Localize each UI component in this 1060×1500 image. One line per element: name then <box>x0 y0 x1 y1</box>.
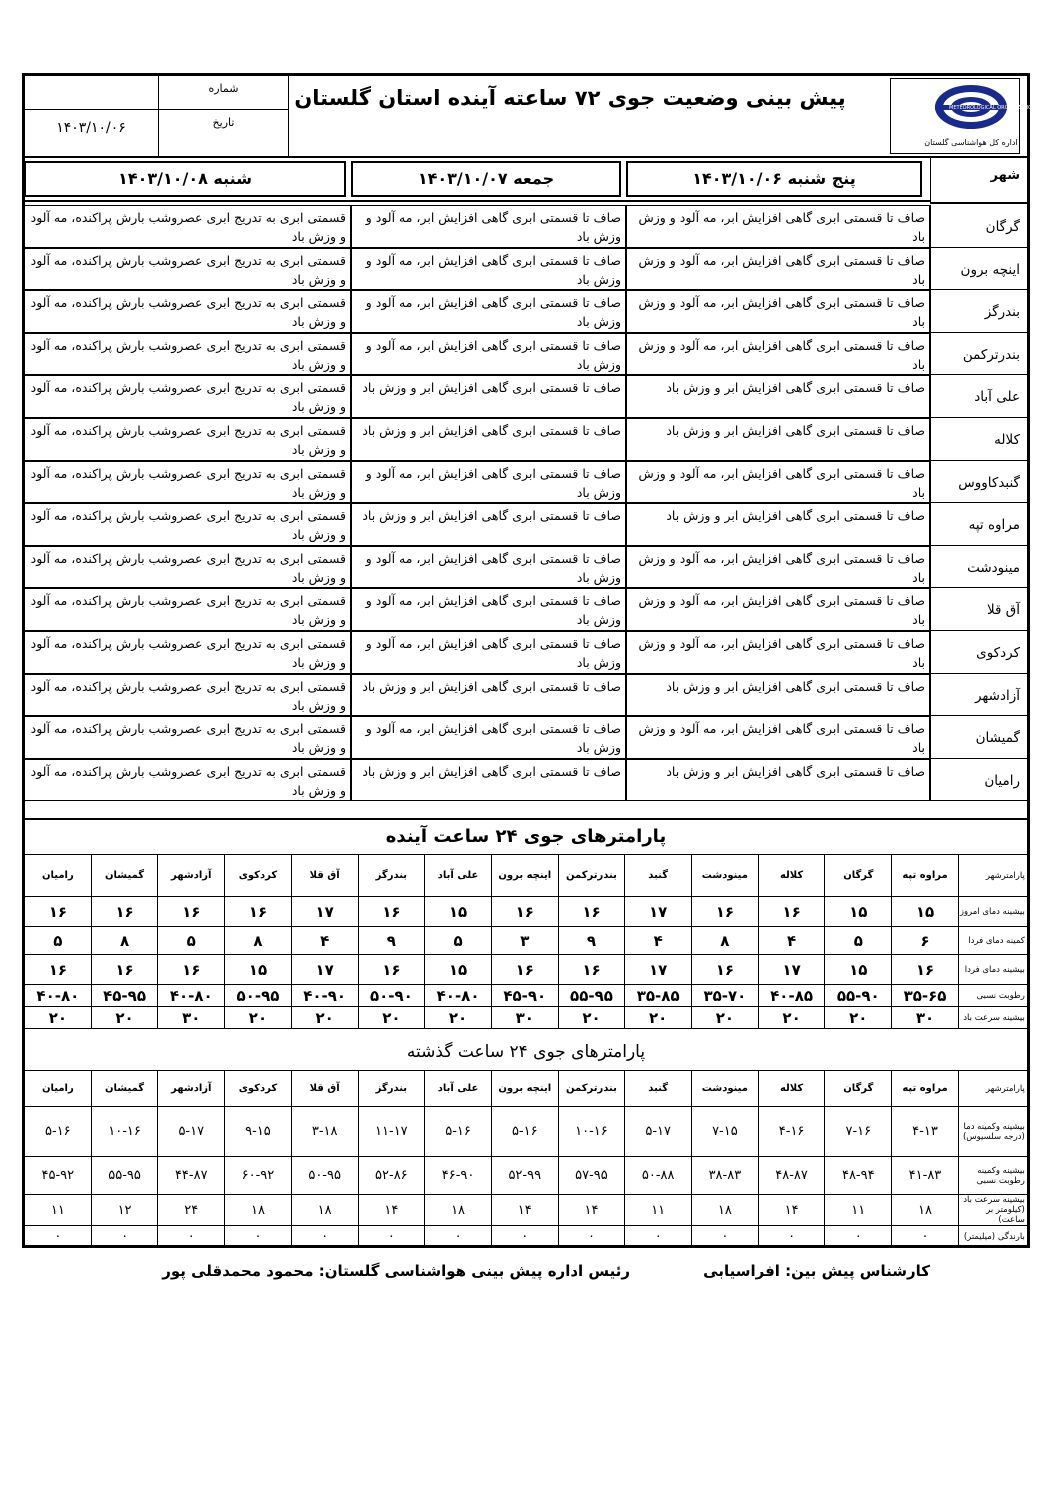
number-label: شماره <box>208 82 239 95</box>
parameter-value: ۱۶ <box>758 897 825 927</box>
parameter-value: ۴۵-۹۵ <box>91 985 158 1007</box>
forecast-cell: صاف تا قسمتی ابری گاهی افزایش ابر، مه آلود و وزش باد <box>626 546 930 589</box>
forecast-top-rule <box>24 200 930 202</box>
parameter-value: ۰ <box>425 1226 492 1248</box>
parameter-value: ۱۴ <box>558 1195 625 1226</box>
city-name: علی آباد <box>930 375 1028 418</box>
parameter-value: ۱۱-۱۷ <box>358 1107 425 1157</box>
parameter-value: ۴ <box>291 927 358 955</box>
parameter-value: ۱۱ <box>25 1195 92 1226</box>
parameter-value: ۱۴ <box>491 1195 558 1226</box>
parameter-value: ۲۰ <box>358 1007 425 1029</box>
header-divider <box>288 76 289 156</box>
parameter-value: ۴۸-۹۴ <box>825 1157 892 1195</box>
parameter-value: ۱۵ <box>425 955 492 985</box>
city-column-header: آق قلا <box>291 1071 358 1107</box>
forecast-cell: صاف تا قسمتی ابری گاهی افزایش ابر، مه آلود و وزش باد <box>626 205 930 248</box>
parameter-value: ۵۰-۹۵ <box>225 985 292 1007</box>
forecast-cell: صاف تا قسمتی ابری گاهی افزایش ابر و وزش باد <box>351 759 626 802</box>
parameter-value: ۵۵-۹۵ <box>91 1157 158 1195</box>
parameter-value: ۱۸ <box>225 1195 292 1226</box>
parameter-value: ۰ <box>91 1226 158 1248</box>
forecast-cell: صاف تا قسمتی ابری گاهی افزایش ابر و وزش باد <box>626 418 930 461</box>
parameter-value: ۱۶ <box>358 897 425 927</box>
forecast-cell: صاف تا قسمتی ابری گاهی افزایش ابر، مه آلود و وزش باد <box>351 631 626 674</box>
parameter-value: ۱۱ <box>825 1195 892 1226</box>
parameter-value: ۰ <box>491 1226 558 1248</box>
date-label-box <box>158 110 288 156</box>
parameter-value: ۴۰-۸۵ <box>758 985 825 1007</box>
forecast-cell: قسمتی ابری به تدریج ابری عصروشب بارش پراکنده، مه آلود و وزش باد <box>24 461 351 504</box>
parameter-value: ۴۰-۸۰ <box>158 985 225 1007</box>
forecast-cell: قسمتی ابری به تدریج ابری عصروشب بارش پراکنده، مه آلود و وزش باد <box>24 290 351 333</box>
forecast-cell: صاف تا قسمتی ابری گاهی افزایش ابر، مه آلود و وزش باد <box>626 333 930 376</box>
city-name: بندرگز <box>930 290 1028 333</box>
parameter-value: ۱۶ <box>491 897 558 927</box>
forecast-cell: صاف تا قسمتی ابری گاهی افزایش ابر و وزش باد <box>626 503 930 546</box>
forecast-cell: قسمتی ابری به تدریج ابری عصروشب بارش پراکنده، مه آلود و وزش باد <box>24 375 351 418</box>
parameter-value: ۱۰-۱۶ <box>558 1107 625 1157</box>
parameter-value: ۱۱ <box>625 1195 692 1226</box>
parameter-value: ۵۰-۹۰ <box>358 985 425 1007</box>
forecast-cell: قسمتی ابری به تدریج ابری عصروشب بارش پراکنده، مه آلود و وزش باد <box>24 674 351 717</box>
parameter-value: ۵۵-۹۵ <box>558 985 625 1007</box>
parameter-value: ۲۴ <box>158 1195 225 1226</box>
parameter-value: ۱۸ <box>425 1195 492 1226</box>
parameter-value: ۱۶ <box>25 955 92 985</box>
city-column-header: رامیان <box>25 1071 92 1107</box>
parameter-value: ۱۷ <box>625 955 692 985</box>
parameter-value: ۳۵-۸۵ <box>625 985 692 1007</box>
forecast-cell: صاف تا قسمتی ابری گاهی افزایش ابر، مه آلود و وزش باد <box>626 248 930 291</box>
forecast-cell: صاف تا قسمتی ابری گاهی افزایش ابر و وزش باد <box>626 759 930 802</box>
parameter-value: ۲۰ <box>825 1007 892 1029</box>
parameter-value: ۱۶ <box>892 955 959 985</box>
parameter-label: بیشینه دمای امروز <box>958 897 1028 927</box>
number-label-box <box>158 76 288 110</box>
parameter-value: ۱۶ <box>158 897 225 927</box>
forecast-cell: صاف تا قسمتی ابری گاهی افزایش ابر، مه آلود و وزش باد <box>351 333 626 376</box>
forecast-cell: صاف تا قسمتی ابری گاهی افزایش ابر، مه آلود و وزش باد <box>351 546 626 589</box>
parameter-value: ۲۰ <box>25 1007 92 1029</box>
city-column-header: گنبد <box>625 855 692 897</box>
city-column-header: آزادشهر <box>158 855 225 897</box>
parameter-value: ۱۰-۱۶ <box>91 1107 158 1157</box>
parameter-value: ۲۰ <box>225 1007 292 1029</box>
past24-title: پارامترهای جوی ۲۴ ساعت گذشته <box>406 1042 646 1062</box>
parameter-value: ۴۴-۸۷ <box>158 1157 225 1195</box>
forecast-cell: صاف تا قسمتی ابری گاهی افزایش ابر و وزش باد <box>626 375 930 418</box>
city-column-header: کلاله <box>758 1071 825 1107</box>
parameter-value: ۵ <box>425 927 492 955</box>
city-column-header: مراوه تپه <box>892 1071 959 1107</box>
city-column-header: بندرترکمن <box>558 1071 625 1107</box>
forecast-cell: قسمتی ابری به تدریج ابری عصروشب بارش پراکنده، مه آلود و وزش باد <box>24 333 351 376</box>
next24-table <box>24 854 1029 1029</box>
parameter-value: ۱۶ <box>491 955 558 985</box>
city-name: مینودشت <box>930 546 1028 589</box>
city-header-box <box>930 158 1028 204</box>
city-column-header: گمیشان <box>91 855 158 897</box>
city-column-header: کردکوی <box>225 855 292 897</box>
parameter-value: ۵-۱۷ <box>158 1107 225 1157</box>
city-column-header: گرگان <box>825 1071 892 1107</box>
forecast-cell: صاف تا قسمتی ابری گاهی افزایش ابر، مه آلود و وزش باد <box>626 588 930 631</box>
parameter-value: ۸ <box>91 927 158 955</box>
forecast-cell: قسمتی ابری به تدریج ابری عصروشب بارش پراکنده، مه آلود و وزش باد <box>24 716 351 759</box>
parameter-value: ۴۸-۸۷ <box>758 1157 825 1195</box>
city-column-header: کلاله <box>758 855 825 897</box>
city-column-header: بندرترکمن <box>558 855 625 897</box>
city-name: آق قلا <box>930 588 1028 631</box>
parameter-value: ۱۸ <box>892 1195 959 1226</box>
city-header: شهر <box>990 168 1020 183</box>
forecast-cell: قسمتی ابری به تدریج ابری عصروشب بارش پراکنده، مه آلود و وزش باد <box>24 503 351 546</box>
city-column-header: علی آباد <box>425 855 492 897</box>
page-title: پیش بینی وضعیت جوی ۷۲ ساعته آینده استان گلستان <box>294 86 846 110</box>
parameter-value: ۱۶ <box>692 955 759 985</box>
forecast-cell: قسمتی ابری به تدریج ابری عصروشب بارش پراکنده، مه آلود و وزش باد <box>24 759 351 802</box>
parameter-label: بیشینه وکمینه دما (درجه سلسیوس) <box>958 1107 1028 1157</box>
date-label: تاریخ <box>212 116 235 129</box>
parameter-value: ۵-۱۷ <box>625 1107 692 1157</box>
parameter-value: ۵-۱۶ <box>25 1107 92 1157</box>
parameter-value: ۱۶ <box>358 955 425 985</box>
parameter-value: ۲۰ <box>425 1007 492 1029</box>
parameter-value: ۵-۱۶ <box>425 1107 492 1157</box>
parameter-value: ۷-۱۵ <box>692 1107 759 1157</box>
parameter-value: ۱۴ <box>358 1195 425 1226</box>
parameter-value: ۹-۱۵ <box>225 1107 292 1157</box>
date-value: ۱۴۰۳/۱۰/۰۶ <box>56 120 126 136</box>
forecast-cell: قسمتی ابری به تدریج ابری عصروشب بارش پراکنده، مه آلود و وزش باد <box>24 248 351 291</box>
city-column-header: مراوه تپه <box>892 855 959 897</box>
parameter-value: ۴۵-۹۰ <box>491 985 558 1007</box>
forecast-cell: قسمتی ابری به تدریج ابری عصروشب بارش پراکنده، مه آلود و وزش باد <box>24 588 351 631</box>
parameter-value: ۵۷-۹۵ <box>558 1157 625 1195</box>
header-separator <box>24 156 1028 158</box>
corner-header: پارامترشهر <box>958 855 1028 897</box>
forecast-cell: صاف تا قسمتی ابری گاهی افزایش ابر و وزش باد <box>351 418 626 461</box>
parameter-value: ۵۲-۹۹ <box>491 1157 558 1195</box>
forecast-cell: صاف تا قسمتی ابری گاهی افزایش ابر، مه آلود و وزش باد <box>351 588 626 631</box>
parameter-value: ۸ <box>692 927 759 955</box>
next24-rule <box>24 818 1028 820</box>
forecast-cell: صاف تا قسمتی ابری گاهی افزایش ابر، مه آلود و وزش باد <box>351 205 626 248</box>
forecast-cell: صاف تا قسمتی ابری گاهی افزایش ابر، مه آلود و وزش باد <box>626 631 930 674</box>
parameter-value: ۰ <box>692 1226 759 1248</box>
forecast-cell: صاف تا قسمتی ابری گاهی افزایش ابر، مه آلود و وزش باد <box>626 716 930 759</box>
forecast-cell: قسمتی ابری به تدریج ابری عصروشب بارش پراکنده، مه آلود و وزش باد <box>24 205 351 248</box>
parameter-value: ۵۰-۹۵ <box>291 1157 358 1195</box>
city-column-header: رامیان <box>25 855 92 897</box>
day-header-3: شنبه ۱۴۰۳/۱۰/۰۸ <box>24 161 346 197</box>
parameter-value: ۴-۱۳ <box>892 1107 959 1157</box>
city-column-header: بندرگز <box>358 855 425 897</box>
parameter-value: ۱۸ <box>692 1195 759 1226</box>
parameter-value: ۰ <box>291 1226 358 1248</box>
city-name: مراوه تپه <box>930 503 1028 546</box>
parameter-value: ۲۰ <box>692 1007 759 1029</box>
forecast-cell: صاف تا قسمتی ابری گاهی افزایش ابر، مه آلود و وزش باد <box>626 290 930 333</box>
parameter-value: ۶۰-۹۲ <box>225 1157 292 1195</box>
forecast-cell: صاف تا قسمتی ابری گاهی افزایش ابر، مه آلود و وزش باد <box>626 461 930 504</box>
next24-title: پارامترهای جوی ۲۴ ساعت آینده <box>385 826 667 847</box>
parameter-value: ۱۸ <box>291 1195 358 1226</box>
parameter-value: ۳۰ <box>491 1007 558 1029</box>
parameter-value: ۲۰ <box>758 1007 825 1029</box>
parameter-value: ۱۷ <box>625 897 692 927</box>
parameter-value: ۵۰-۸۸ <box>625 1157 692 1195</box>
parameter-value: ۰ <box>158 1226 225 1248</box>
parameter-value: ۳-۱۸ <box>291 1107 358 1157</box>
number-value-box <box>24 76 158 110</box>
city-name: کلاله <box>930 418 1028 461</box>
forecast-cell: صاف تا قسمتی ابری گاهی افزایش ابر و وزش باد <box>626 674 930 717</box>
parameter-value: ۸ <box>225 927 292 955</box>
forecast-cell: صاف تا قسمتی ابری گاهی افزایش ابر و وزش باد <box>351 375 626 418</box>
head-name: رئیس اداره پیش بینی هواشناسی گلستان: محمود محمدقلی پور <box>162 1262 630 1280</box>
city-column-header: گرگان <box>825 855 892 897</box>
parameter-value: ۱۶ <box>558 897 625 927</box>
city-column-header: آق قلا <box>291 855 358 897</box>
corner-header: پارامترشهر <box>958 1071 1028 1107</box>
parameter-value: ۱۷ <box>291 897 358 927</box>
logo <box>890 78 1036 154</box>
parameter-value: ۴-۱۶ <box>758 1107 825 1157</box>
city-name: کردکوی <box>930 631 1028 674</box>
parameter-value: ۳۰ <box>158 1007 225 1029</box>
parameter-value: ۵ <box>158 927 225 955</box>
parameter-value: ۰ <box>892 1226 959 1248</box>
parameter-value: ۱۲ <box>91 1195 158 1226</box>
parameter-value: ۴۱-۸۳ <box>892 1157 959 1195</box>
city-name: آزادشهر <box>930 674 1028 717</box>
forecast-cell: صاف تا قسمتی ابری گاهی افزایش ابر، مه آلود و وزش باد <box>351 461 626 504</box>
parameter-value: ۱۶ <box>558 955 625 985</box>
date-value-box <box>24 110 158 156</box>
city-column-header: مینودشت <box>692 1071 759 1107</box>
parameter-value: ۰ <box>25 1226 92 1248</box>
city-name: گمیشان <box>930 716 1028 759</box>
city-column-header: آزادشهر <box>158 1071 225 1107</box>
parameter-value: ۱۵ <box>825 897 892 927</box>
forecast-cell: صاف تا قسمتی ابری گاهی افزایش ابر، مه آلود و وزش باد <box>351 248 626 291</box>
parameter-value: ۰ <box>758 1226 825 1248</box>
forecaster-name: کارشناس پیش بین: افراسیابی <box>703 1262 930 1280</box>
day-header-2: جمعه ۱۴۰۳/۱۰/۰۷ <box>351 161 621 197</box>
city-column-header: علی آباد <box>425 1071 492 1107</box>
parameter-value: ۱۵ <box>825 955 892 985</box>
parameter-label: بیشینه دمای فردا <box>958 955 1028 985</box>
parameter-value: ۱۶ <box>91 955 158 985</box>
parameter-value: ۵-۱۶ <box>491 1107 558 1157</box>
parameter-value: ۹ <box>558 927 625 955</box>
parameter-value: ۳ <box>491 927 558 955</box>
parameter-value: ۶ <box>892 927 959 955</box>
city-name: گرگان <box>930 205 1028 248</box>
past24-table <box>24 1070 1029 1248</box>
parameter-value: ۱۵ <box>892 897 959 927</box>
parameter-value: ۱۵ <box>225 955 292 985</box>
parameter-value: ۱۷ <box>758 955 825 985</box>
meteorology-logo-icon <box>891 79 1036 153</box>
city-column-header: گمیشان <box>91 1071 158 1107</box>
parameter-value: ۱۶ <box>225 897 292 927</box>
parameter-value: ۲۰ <box>291 1007 358 1029</box>
logo-text: METEOROLOGICAL ORGANIZATION <box>949 105 1036 111</box>
parameter-value: ۹ <box>358 927 425 955</box>
parameter-value: ۲۰ <box>91 1007 158 1029</box>
city-name: بندرترکمن <box>930 333 1028 376</box>
parameter-value: ۴۰-۸۰ <box>25 985 92 1007</box>
parameter-value: ۲۰ <box>625 1007 692 1029</box>
forecast-cell: قسمتی ابری به تدریج ابری عصروشب بارش پراکنده، مه آلود و وزش باد <box>24 418 351 461</box>
parameter-label: بیشینه وکمینه رطوبت نسبی <box>958 1157 1028 1195</box>
parameter-value: ۲۰ <box>558 1007 625 1029</box>
forecast-cell: صاف تا قسمتی ابری گاهی افزایش ابر، مه آلود و وزش باد <box>351 716 626 759</box>
parameter-value: ۰ <box>225 1226 292 1248</box>
logo-caption: اداره کل هواشناسی گلستان <box>924 138 1018 147</box>
forecast-cell: صاف تا قسمتی ابری گاهی افزایش ابر و وزش باد <box>351 503 626 546</box>
parameter-value: ۳۵-۷۰ <box>692 985 759 1007</box>
forecast-cell: صاف تا قسمتی ابری گاهی افزایش ابر و وزش باد <box>351 674 626 717</box>
city-column-header: گنبد <box>625 1071 692 1107</box>
city-column-header: کردکوی <box>225 1071 292 1107</box>
parameter-value: ۱۶ <box>158 955 225 985</box>
parameter-value: ۱۵ <box>425 897 492 927</box>
parameter-label: بیشینه سرعت باد (کیلومتر بر ساعت) <box>958 1195 1028 1226</box>
parameter-value: ۴۰-۹۰ <box>291 985 358 1007</box>
parameter-value: ۴ <box>758 927 825 955</box>
forecast-cell: قسمتی ابری به تدریج ابری عصروشب بارش پراکنده، مه آلود و وزش باد <box>24 631 351 674</box>
parameter-value: ۰ <box>358 1226 425 1248</box>
parameter-value: ۴۵-۹۲ <box>25 1157 92 1195</box>
parameter-value: ۱۴ <box>758 1195 825 1226</box>
parameter-value: ۳۵-۶۵ <box>892 985 959 1007</box>
city-column-header: مینودشت <box>692 855 759 897</box>
parameter-value: ۴۶-۹۰ <box>425 1157 492 1195</box>
parameter-label: کمینه دمای فردا <box>958 927 1028 955</box>
parameter-value: ۰ <box>825 1226 892 1248</box>
parameter-label: بارندگی (میلیمتر) <box>958 1226 1028 1248</box>
parameter-value: ۵۵-۹۰ <box>825 985 892 1007</box>
parameter-value: ۱۶ <box>91 897 158 927</box>
parameter-value: ۵ <box>25 927 92 955</box>
city-name: اینچه برون <box>930 248 1028 291</box>
parameter-value: ۰ <box>558 1226 625 1248</box>
parameter-value: ۱۶ <box>25 897 92 927</box>
parameter-label: رطوبت نسبی <box>958 985 1028 1007</box>
parameter-value: ۱۷ <box>291 955 358 985</box>
parameter-value: ۴۰-۸۰ <box>425 985 492 1007</box>
forecast-cell: صاف تا قسمتی ابری گاهی افزایش ابر، مه آلود و وزش باد <box>351 290 626 333</box>
parameter-value: ۷-۱۶ <box>825 1107 892 1157</box>
city-name: گنبدکاووس <box>930 461 1028 504</box>
parameter-value: ۵۲-۸۶ <box>358 1157 425 1195</box>
parameter-value: ۱۶ <box>692 897 759 927</box>
parameter-value: ۳۸-۸۳ <box>692 1157 759 1195</box>
parameter-value: ۳۰ <box>892 1007 959 1029</box>
forecast-cell: قسمتی ابری به تدریج ابری عصروشب بارش پراکنده، مه آلود و وزش باد <box>24 546 351 589</box>
parameter-value: ۴ <box>625 927 692 955</box>
day-header-1: پنج شنبه ۱۴۰۳/۱۰/۰۶ <box>626 161 922 197</box>
parameter-label: بیشینه سرعت باد <box>958 1007 1028 1029</box>
city-name: رامیان <box>930 759 1028 802</box>
parameter-value: ۵ <box>825 927 892 955</box>
city-column-header: بندرگز <box>358 1071 425 1107</box>
parameter-value: ۰ <box>625 1226 692 1248</box>
city-column-header: اینچه برون <box>491 1071 558 1107</box>
city-column-header: اینچه برون <box>491 855 558 897</box>
